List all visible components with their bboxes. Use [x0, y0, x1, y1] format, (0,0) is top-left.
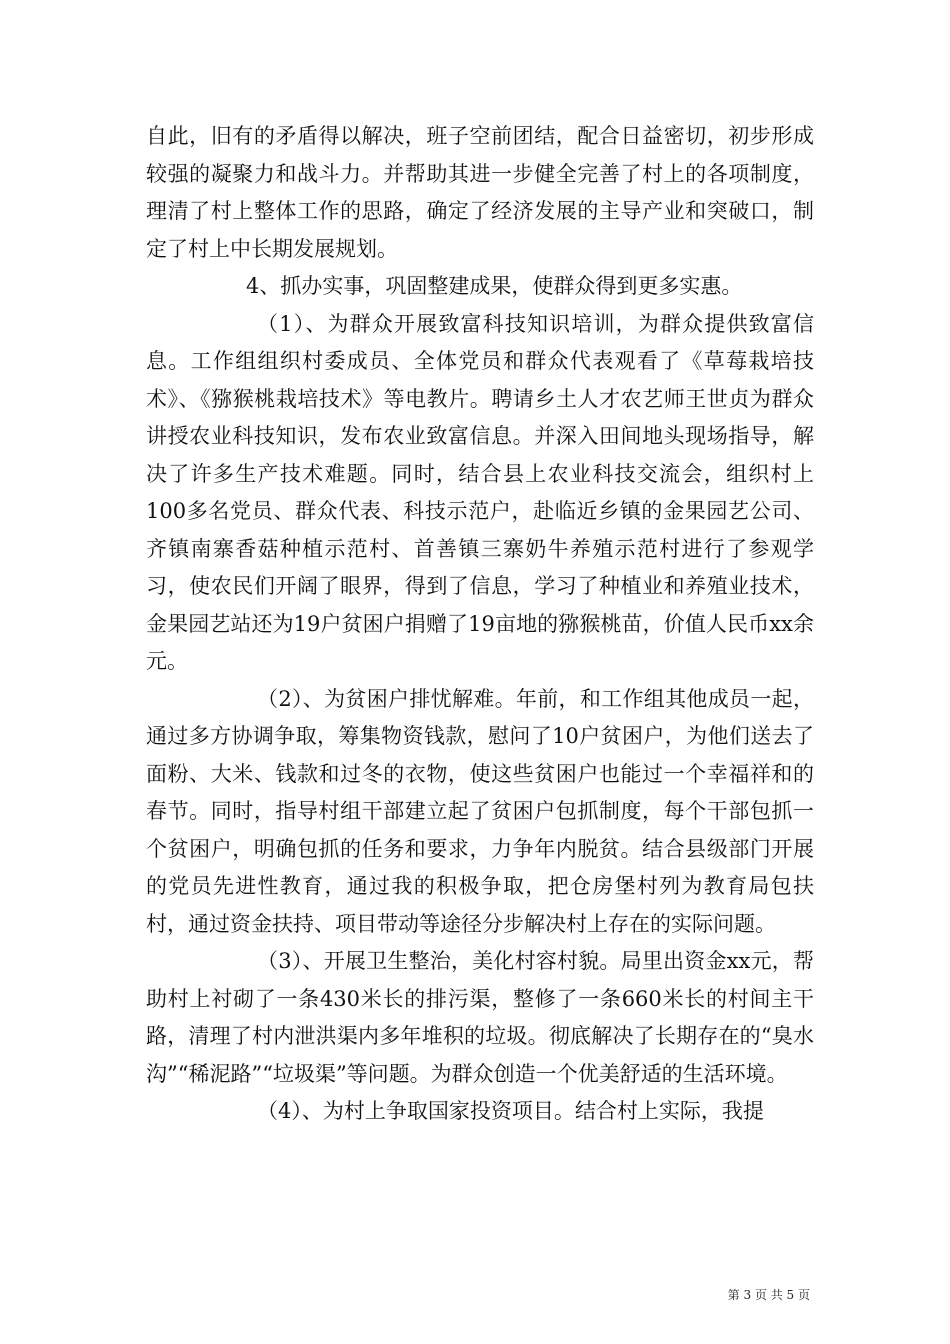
- page-number-footer: 第 3 页 共 5 页: [727, 1288, 810, 1302]
- paragraph-item-2: （2）、为贫困户排忧解难。年前，和工作组其他成员一起，通过多方协调争取，筹集物资钱款，慰问了10户贫困户，为他们送去了面粉、大米、钱款和过冬的衣物，使这些贫困户也能过一个幸福祥和的春节。同时，指导村组干部建立起了贫困户包抓制度，每个干部包抓一个贫困户，明确包抓的任务和要求，力争年内脱贫。结合县级部门开展的党员先进性教育，通过我的积极争取，把仓房堡村列为教育局包扶村，通过资金扶持、项目带动等途径分步解决村上存在的实际问题。: [146, 686, 814, 936]
- paragraph-item-4: （4）、为村上争取国家投资项目。结合村上实际，我提: [257, 1099, 764, 1123]
- paragraph-item-3: （3）、开展卫生整治，美化村容村貌。局里出资金xx元，帮助村上衬砌了一条430米长的排污渠，整修了一条660米长的村间主干路，清理了村内泄洪渠内多年堆积的垃圾。彻底解决了长期存在的“臭水沟”“稀泥路”“垃圾渠”等问题。为群众创造一个优美舒适的生活环境。: [146, 949, 814, 1086]
- paragraph-continuation: 自此，旧有的矛盾得以解决，班子空前团结，配合日益密切，初步形成较强的凝聚力和战斗力。并帮助其进一步健全完善了村上的各项制度，理清了村上整体工作的思路，确定了经济发展的主导产业和突破口，制定了村上中长期发展规划。: [146, 124, 814, 261]
- paragraph-item-1: （1）、为群众开展致富科技知识培训，为群众提供致富信息。工作组组织村委成员、全体党员和群众代表观看了《草莓栽培技术》、《猕猴桃栽培技术》等电教片。聘请乡土人才农艺师王世贞为群众讲授农业科技知识，发布农业致富信息。并深入田间地头现场指导，解决了许多生产技术难题。同时，结合县上农业科技交流会，组织村上100多名党员、群众代表、科技示范户，赴临近乡镇的金果园艺公司、齐镇南寨香菇种植示范村、首善镇三寨奶牛养殖示范村进行了参观学习，使农民们开阔了眼界，得到了信息，学习了种植业和养殖业技术，金果园艺站还为19户贫困户捐赠了19亩地的猕猴桃苗，价值人民币xx余元。: [146, 311, 814, 673]
- section-heading-4: 4、抓办实事，巩固整建成果，使群众得到更多实惠。: [246, 274, 743, 298]
- document-body: [146, 118, 814, 1131]
